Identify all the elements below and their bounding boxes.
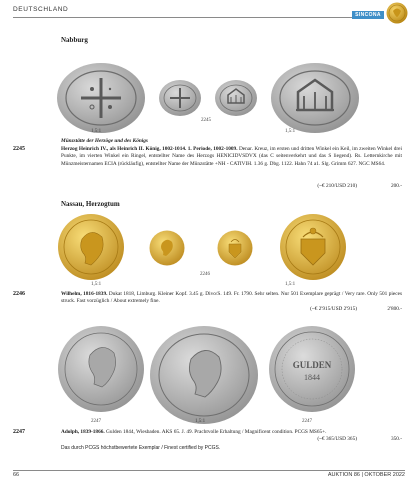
lot-body: Dukat 1818, Limburg. Kleiner Kopf. 3.45 g. Divo/S. 149. Fr. 1790. Sehr selten. Nur 501 Exemplare geprägt / Very rare. Only 501 pieces struck. Fast vorzüglich / About extremely fine. xyxy=(61,291,403,305)
lot-title: Herzog Heinrich IV., als Heinrich II. König, 1002-1014. 1. Periode, 1002-1009. xyxy=(61,146,238,152)
lot-price: 350.- xyxy=(390,436,402,442)
lot-price: 200.- xyxy=(390,183,402,189)
lot-estimate: (~€ 210/USD 210) xyxy=(317,183,357,189)
coin-2245-obverse-enlarged xyxy=(56,62,146,134)
header-rule xyxy=(13,17,355,18)
lot-image-label: 2247 xyxy=(302,419,312,424)
lot-body: Denar. Kreuz, im ersten und dritten Winkel ein Keil, im zweiten Winkel drei Punkte, im vierten Winkel ein Ringel, entstellter Name des Herzogs HENICIDVSDVX (das C seitenverkehrt und das S liegend). Rs. Letternkirche mit Münzmeisternamen ECIA (rückläufig), entstellter Name der Münzstätte +NH - CATIVIH. 1.36 g. Dbg. 1122. Hahn 74 a1. Slg. Grimm 627. NGC MS64. xyxy=(61,146,402,167)
scale-label: 1,5:1 xyxy=(285,282,296,287)
coin-2246-reverse-enlarged xyxy=(279,213,347,281)
lot-number: 2246 xyxy=(13,291,25,297)
page-number: 66 xyxy=(13,472,20,478)
gold-coin-thumbnail xyxy=(386,2,408,24)
coin-2246-obverse xyxy=(149,230,185,266)
scale-label: 1,5:1 xyxy=(195,419,206,424)
reverse-date: 1844 xyxy=(304,373,320,382)
lot-body: Gulden 1844, Wiesbaden. AKS 65. J. 49. Prachtvolle Erhaltung / Magnificent condition. PCGS MS65+. xyxy=(106,429,327,435)
coin-2247-obverse-enlarged xyxy=(149,325,259,425)
footer-rule xyxy=(13,470,405,471)
page-section-header: DEUTSCHLAND xyxy=(13,6,69,13)
mint-subheading: Münzstätte der Herzöge und des Königs xyxy=(61,138,148,144)
section-title-nabburg: Nabburg xyxy=(61,36,88,44)
scale-label: 1,5:1 xyxy=(91,282,102,287)
lot-image-label: 2245 xyxy=(201,118,211,123)
lot-number: 2245 xyxy=(13,146,25,152)
lot-description xyxy=(61,146,402,168)
coin-2247-reverse xyxy=(268,325,356,413)
lot-title: Wilhelm, 1816-1839. xyxy=(61,291,108,297)
lot-note: Das durch PCGS höchstbewertete Exemplar / Finest certified by PCGS. xyxy=(61,445,221,451)
scale-label: 1,5:1 xyxy=(91,129,102,134)
lot-number: 2247 xyxy=(13,429,25,435)
coin-2245-reverse xyxy=(214,79,258,117)
section-title-nassau: Nassau, Herzogtum xyxy=(61,200,120,208)
lot-image-label: 2246 xyxy=(200,272,210,277)
coin-2246-reverse xyxy=(217,230,253,266)
lot-estimate: (~€ 365/USD 365) xyxy=(317,436,357,442)
brand-badge: SINCONA xyxy=(352,11,384,19)
lot-price: 2'800.- xyxy=(387,306,402,312)
lot-image-label: 2247 xyxy=(91,419,101,424)
coin-2247-obverse-large xyxy=(57,325,145,413)
lot-title: Adolph, 1839-1866. xyxy=(61,429,105,435)
coin-2246-obverse-enlarged xyxy=(57,213,125,281)
lot-description xyxy=(61,291,402,306)
lot-estimate: (~€ 2'915/USD 2'915) xyxy=(310,306,357,312)
coin-2245-obverse xyxy=(158,79,202,117)
coin-2245-reverse-enlarged xyxy=(270,62,360,134)
reverse-legend: GULDEN xyxy=(292,360,332,370)
auction-info: AUKTION 86 | OKTOBER 2022 xyxy=(327,472,405,478)
scale-label: 1,5:1 xyxy=(285,129,296,134)
